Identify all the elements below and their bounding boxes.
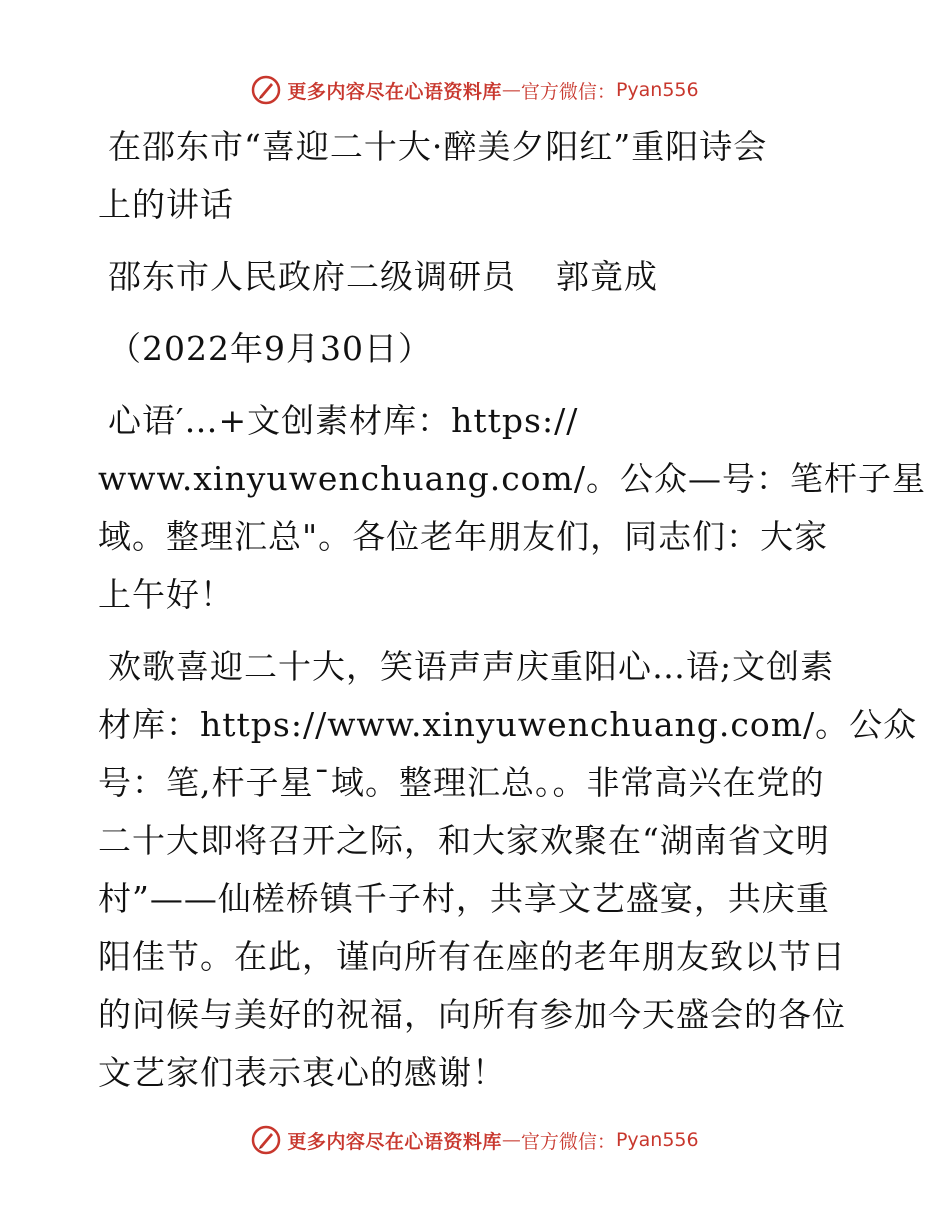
paragraph-line: 二十大即将召开之际，和大家欢聚在“湖南省文明 [98,821,830,860]
paragraph-line: 文艺家们表示衷心的感谢！ [98,1053,506,1092]
watermark-wechat-id: Pyan556 [615,79,699,101]
paragraph-line: 号：笔,杆子星¯域。整理汇总。。非常高兴在党的 [98,763,825,802]
watermark-site-text: 更多内容尽在心语资料库 [287,80,502,103]
paragraph-main [98,638,918,1102]
paragraph-greeting [98,392,926,624]
quill-logo-icon [251,75,281,105]
paragraph-line: 上午好！ [98,575,234,614]
paragraph-line: 域。整理汇总"。各位老年朋友们，同志们：大家 [98,517,829,556]
paragraph-line: 欢歌喜迎二十大，笑语声声庆重阳心…语;文创素 [108,647,835,686]
watermark-separator: — [501,79,521,101]
watermark-separator: — [501,1129,521,1151]
document-title-line-2: 上的讲话 [98,185,234,224]
watermark-wechat-label: 官方微信： [520,1130,616,1153]
paragraph-line: 心语′…+文创素材库：https:// [108,401,579,440]
paragraph-line: 的问候与美好的祝福，向所有参加今天盛会的各位 [98,995,846,1034]
watermark-wechat-id: Pyan556 [615,1129,699,1151]
paragraph-line: 村”——仙槎桥镇千子村，共享文艺盛宴，共庆重 [98,879,830,918]
watermark-site-text: 更多内容尽在心语资料库 [287,1130,502,1153]
author-name: 郭竟成 [556,257,658,296]
author-line [108,248,858,306]
document-body [98,118,926,1102]
quill-logo-icon [251,1125,281,1155]
paragraph-line: 材库：https://www.xinyuwenchuang.com/。公众 [98,705,918,744]
header-watermark [0,70,950,110]
author-role: 邵东市人民政府二级调研员 [108,257,516,296]
document-title-line-1: 在邵东市“喜迎二十大·醉美夕阳红”重阳诗会 [108,127,768,166]
watermark-wechat-label: 官方微信： [520,80,616,103]
paragraph-line: 阳佳节。在此，谨向所有在座的老年朋友致以节日 [98,937,846,976]
document-date: （2022年9月30日） [108,329,432,368]
paragraph-line: www.xinyuwenchuang.com/。公众—号：笔杆子星 [98,459,926,498]
footer-watermark [0,1120,950,1160]
